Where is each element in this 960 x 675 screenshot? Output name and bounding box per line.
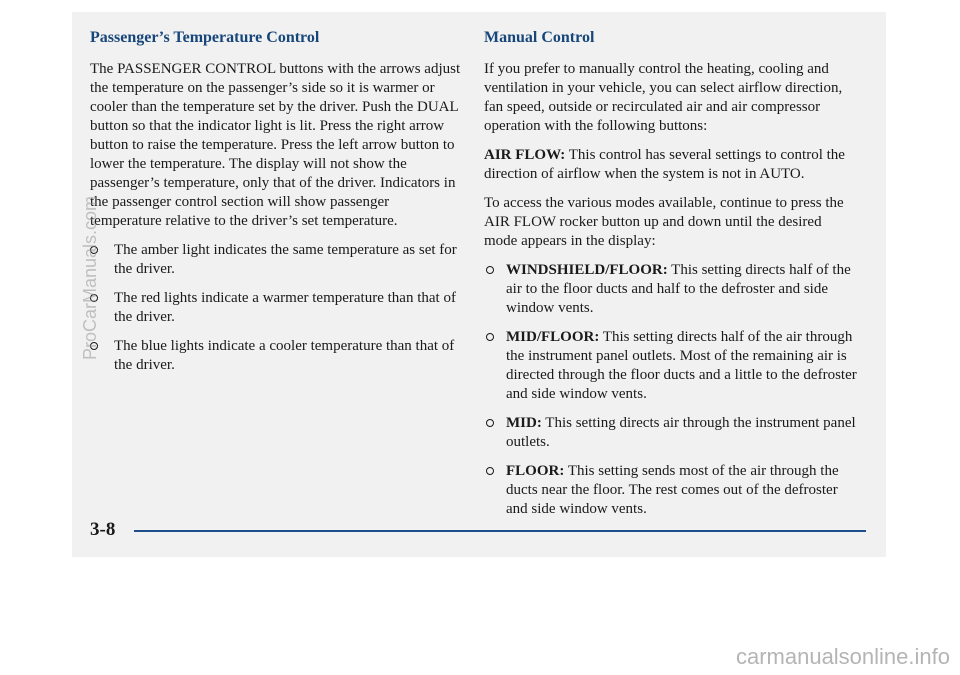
bullet-icon [486, 467, 494, 475]
manual-page [72, 12, 886, 557]
mode-text: This setting directs half of the air through the instrument panel outlets. Most of the remaining air is directed through the floor ducts and a little to the defroster and side window vents. [506, 329, 857, 402]
indicator-light-list [90, 241, 462, 375]
list-item [90, 289, 462, 327]
bullet-icon [486, 333, 494, 341]
list-item [484, 414, 858, 452]
bullet-text: The blue lights indicate a cooler temperature than that of the driver. [114, 338, 455, 373]
bullet-text: The amber light indicates the same temperature as set for the driver. [114, 242, 457, 277]
page-number: 3-8 [90, 519, 116, 540]
bottom-watermark: carmanualsonline.info [735, 644, 950, 669]
mode-text: This setting directs air through the instrument panel outlets. [506, 415, 856, 450]
right-column [484, 28, 858, 529]
access-modes-paragraph: To access the various modes available, continue to press the AIR FLOW rocker button up and down until the desired mode appears in the display: [484, 195, 844, 249]
mode-term: FLOOR: [506, 463, 565, 479]
list-item [484, 328, 858, 404]
air-flow-text: This control has several settings to control the direction of airflow when the system is not in AUTO. [484, 147, 845, 182]
list-item [90, 337, 462, 375]
mode-term: WINDSHIELD/FLOOR: [506, 262, 668, 278]
bullet-text: The red lights indicate a warmer temperature than that of the driver. [114, 290, 456, 325]
list-item [484, 261, 858, 318]
mode-term: MID/FLOOR: [506, 329, 600, 345]
side-watermark-text: ProCarManuals.com [80, 195, 100, 360]
air-flow-paragraph [484, 146, 858, 184]
manual-control-paragraph: If you prefer to manually control the heating, cooling and ventilation in your vehicle, you can select airflow direction, fan speed, outside or recirculated air and air compressor operation with the following buttons: [484, 61, 843, 134]
footer-rule [134, 530, 866, 532]
air-flow-mode-list [484, 261, 858, 519]
list-item [484, 462, 858, 519]
passenger-temperature-heading: Passenger’s Temperature Control [90, 29, 320, 46]
passenger-control-paragraph: The PASSENGER CONTROL buttons with the arrows adjust the temperature on the passenger’s side so it is warmer or cooler than the temperature set by the driver. Push the DUAL button so that the indicator light is lit. Press the right arrow button to raise the temperature. Press the left arrow button to lower the temperature. The display will not show the passenger’s temperature, only that of the driver. Indicators in the passenger control section will show passenger temperature relative to the driver’s set temperature. [90, 61, 461, 229]
bullet-icon [486, 419, 494, 427]
list-item [90, 241, 462, 279]
page-footer [90, 518, 866, 542]
mode-term: MID: [506, 415, 542, 431]
left-column [90, 28, 462, 385]
bullet-icon [486, 266, 494, 274]
manual-control-heading: Manual Control [484, 29, 595, 46]
mode-text: This setting sends most of the air through the ducts near the floor. The rest comes out of the defroster and side window vents. [506, 463, 839, 517]
air-flow-term: AIR FLOW: [484, 147, 566, 163]
mode-text: This setting directs half of the air to the floor ducts and half to the defroster and side window vents. [506, 262, 851, 316]
